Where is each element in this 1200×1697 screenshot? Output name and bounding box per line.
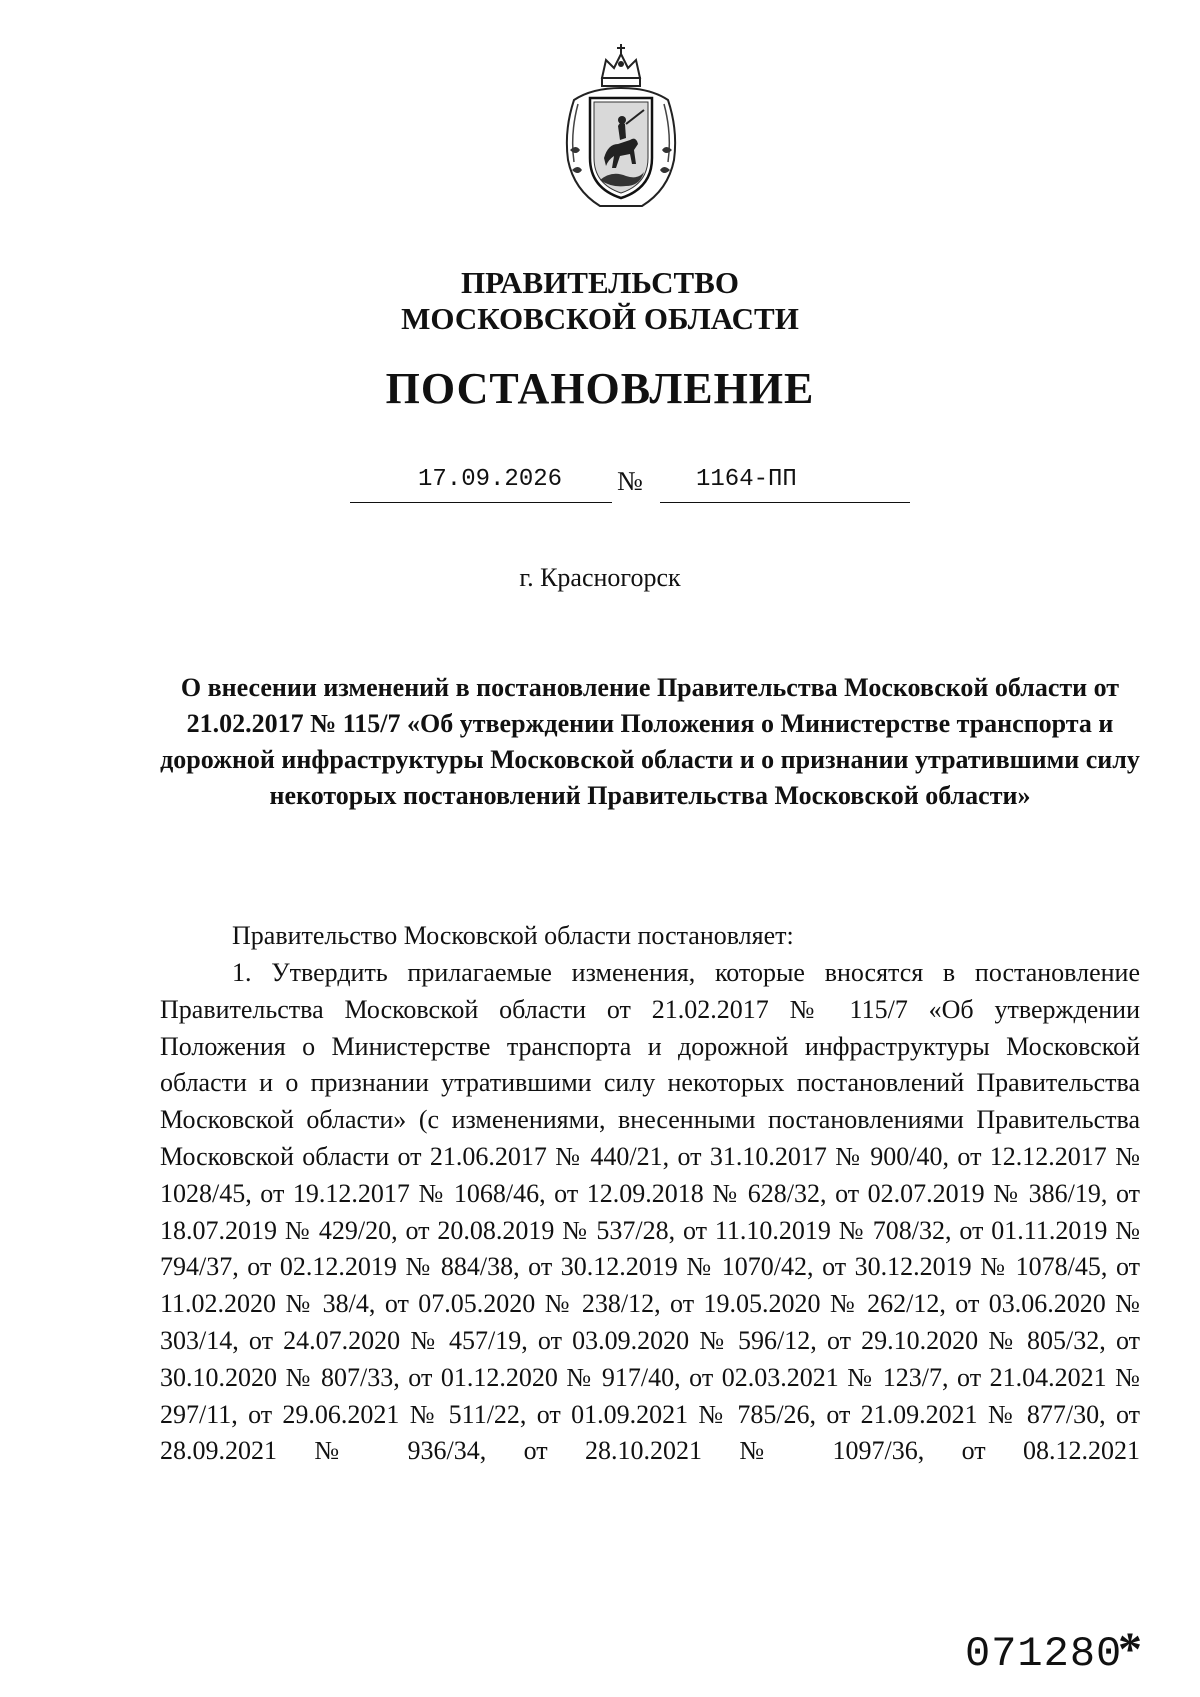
registration-date: 17.09.2026 — [418, 466, 563, 493]
serial-mark: * — [1118, 1623, 1142, 1676]
registration-number-field — [660, 462, 910, 503]
resolution-intro: Правительство Московской области постановляет: — [232, 921, 794, 950]
document-serial-number: 071280 — [965, 1630, 1123, 1678]
organization-name-line2: МОСКОВСКОЙ ОБЛАСТИ — [401, 301, 799, 336]
paragraph-1: 1. Утвердить прилагаемые изменения, которые вносятся в постановление Правительства Московской области от 21.02.2017 № 115/7 «Об утверждении Положения о Министерстве транспорта и дорожной инфраструктуры Московской области и о признании утратившими силу некоторых постановлений Правительства Московской области» (с изменениями, внесенными постановлениями Правительства Московской области от 21.06.2017 № 440/21, от 31.10.2017 № 900/40, от 12.12.2017 № 1028/45, от 19.12.2017 № 1068/46, от 12.09.2018 № 628/32, от 02.07.2019 № 386/19, от 18.07.2019 № 429/20, от 20.08.2019 № 537/28, от 11.10.2019 № 708/32, от 01.11.2019 № 794/37, от 02.12.2019 № 884/38, от 30.12.2019 № 1070/42, от 30.12.2019 № 1078/45, от 11.02.2020 № 38/4, от 07.05.2020 № 238/12, от 19.05.2020 № 262/12, от 03.06.2020 № 303/14, от 24.07.2020 № 457/19, от 03.09.2020 № 596/12, от 29.10.2020 № 805/32, от 30.10.2020 № 807/33, от 01.12.2020 № 917/40, от 02.03.2021 № 123/7, от 21.04.2021 № 297/11, от 29.06.2021 № 511/22, от 01.09.2021 № 785/26, от 21.09.2021 № 877/30, от 28.09.2021 № 936/34, от 28.10.2021 № 1097/36, от 08.12.2021 — [160, 958, 1140, 1466]
document-subject: О внесении изменений в постановление Правительства Московской области от 21.02.2017 № 115/7 «Об утверждении Положения о Министерстве транспорта и дорожной инфраструктуры Московской области и о признании утратившими силу некоторых постановлений Правительства Московской области» — [160, 673, 1140, 810]
number-sign-label: № — [617, 466, 643, 496]
coat-of-arms-icon — [560, 40, 682, 210]
organization-name-line1: ПРАВИТЕЛЬСТВО — [461, 265, 739, 300]
registration-number: 1164-ПП — [696, 466, 797, 493]
registration-date-field — [350, 462, 612, 503]
number-sign — [617, 462, 657, 502]
document-type-title: ПОСТАНОВЛЕНИЕ — [385, 364, 815, 413]
resolution-body — [160, 955, 1140, 1470]
city-of-issue: г. Красногорск — [519, 563, 681, 592]
